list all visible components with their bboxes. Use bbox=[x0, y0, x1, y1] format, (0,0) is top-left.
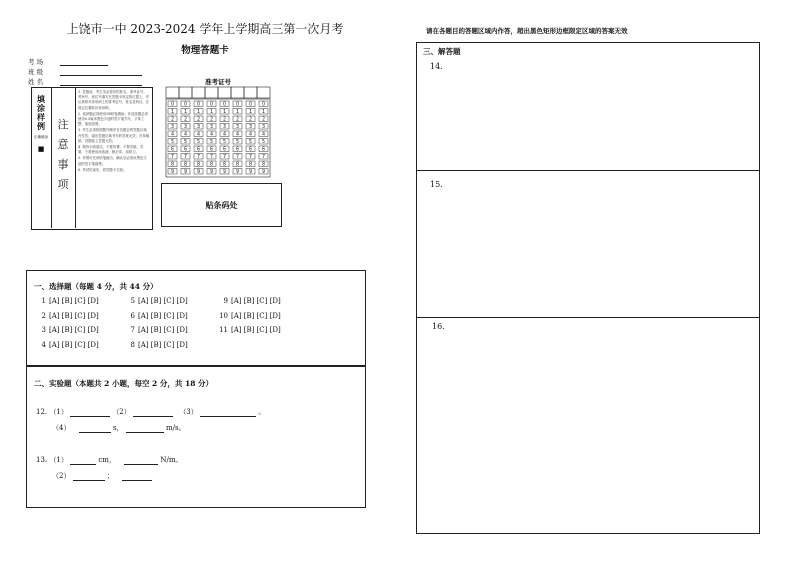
correct-fill-label: 正确填涂 bbox=[34, 135, 48, 139]
digit-label: 2 bbox=[183, 117, 188, 123]
q12-unit-s: s， bbox=[112, 424, 124, 432]
q12-number: 12. bbox=[36, 408, 48, 416]
digit-label: 7 bbox=[209, 155, 214, 161]
digit-label: 6 bbox=[248, 147, 253, 153]
digit-label: 2 bbox=[261, 117, 266, 123]
mcq-question-number: 4 bbox=[41, 340, 46, 349]
free-response-title: 三、解答题 bbox=[423, 47, 461, 56]
digit-label: 1 bbox=[261, 110, 266, 116]
admission-digit-box[interactable] bbox=[231, 87, 244, 98]
mcq-question-row bbox=[34, 341, 99, 356]
digit-label: 8 bbox=[235, 162, 240, 168]
q13-part1-label: （1） bbox=[49, 456, 68, 464]
note-item: 5. 作图可先用铅笔画出，确认后必须用黑色字迹的签字笔描黑。 bbox=[78, 156, 147, 166]
q13-part2-blank-b[interactable] bbox=[122, 473, 152, 481]
q13-unit-nm: N/m。 bbox=[160, 456, 183, 464]
mcq-question-number: 3 bbox=[41, 326, 46, 334]
answer-sheet-title: 物理答题卡 bbox=[181, 45, 229, 56]
vertical-char: 填 bbox=[37, 94, 45, 104]
q12-part1-label: （1） bbox=[49, 408, 68, 416]
q13-line2 bbox=[52, 471, 152, 481]
digit-label: 2 bbox=[170, 117, 175, 123]
q12-part2-label: （2） bbox=[112, 408, 131, 416]
mcq-question-number: 9 bbox=[223, 297, 228, 305]
mcq-question-number: 10 bbox=[219, 311, 228, 320]
q12-part3-blank[interactable] bbox=[200, 409, 256, 417]
mcq-question-row bbox=[123, 297, 188, 312]
digit-label: 9 bbox=[183, 170, 188, 176]
digit-label: 4 bbox=[183, 132, 188, 138]
q12-end: 。 bbox=[258, 408, 266, 416]
notes-title bbox=[51, 115, 75, 195]
digit-label: 8 bbox=[209, 162, 214, 168]
q12-line1 bbox=[36, 407, 265, 417]
digit-label: 7 bbox=[235, 155, 240, 161]
digit-label: 5 bbox=[248, 140, 253, 146]
digit-label: 9 bbox=[170, 170, 175, 176]
note-item: 3. 考生必须按照题号顺序在各题目的答题区域内作答，超出答题区域书写的答案无效；在草稿纸、试题卷上答题无效。 bbox=[78, 128, 150, 143]
digit-label: 3 bbox=[170, 125, 175, 131]
digit-label: 1 bbox=[235, 110, 240, 116]
mcq-options[interactable]: [A] [B] [C] [D] bbox=[138, 326, 188, 334]
digit-label: 6 bbox=[170, 147, 175, 153]
q16-label: 16. bbox=[432, 322, 445, 331]
digit-label: 6 bbox=[196, 147, 201, 153]
digit-label: 3 bbox=[235, 125, 240, 131]
mcq-question-number: 5 bbox=[130, 297, 135, 305]
digit-label: 1 bbox=[183, 110, 188, 116]
digit-label: 6 bbox=[209, 147, 214, 153]
digit-label: 9 bbox=[261, 170, 266, 176]
mcq-options[interactable]: [A] [B] [C] [D] bbox=[231, 326, 281, 334]
digit-label: 8 bbox=[170, 162, 175, 168]
digit-label: 5 bbox=[261, 140, 266, 146]
q12-velocity-blank[interactable] bbox=[126, 425, 164, 433]
digit-label: 9 bbox=[196, 170, 201, 176]
digit-label: 1 bbox=[170, 110, 175, 116]
admission-digit-box[interactable] bbox=[218, 87, 231, 98]
digit-label: 4 bbox=[209, 132, 214, 138]
digit-label: 6 bbox=[222, 147, 227, 153]
note-item: 4. 保持卡面清洁，不要折叠，不要弄破、弄皱，不准使用涂改液、修正带、刮纸刀。 bbox=[78, 145, 144, 155]
barcode-area bbox=[161, 183, 282, 227]
mcq-options[interactable]: [A] [B] [C] [D] bbox=[49, 326, 99, 334]
mcq-question-row bbox=[216, 312, 281, 327]
notes-title-column bbox=[51, 87, 76, 228]
q13-unit-cm: cm， bbox=[98, 456, 116, 464]
mcq-question-row bbox=[34, 312, 99, 327]
digit-label: 2 bbox=[235, 117, 240, 123]
q13-length-blank[interactable] bbox=[70, 457, 96, 465]
mcq-options[interactable]: [A] [B] [C] [D] bbox=[138, 297, 188, 305]
digit-label: 9 bbox=[235, 170, 240, 176]
digit-label: 5 bbox=[222, 140, 227, 146]
exam-room-field[interactable] bbox=[60, 57, 108, 66]
admission-digit-box[interactable] bbox=[166, 87, 179, 98]
mcq-options[interactable]: [A] [B] [C] [D] bbox=[138, 340, 188, 349]
note-item: 2. 选择题必须使用2B铅笔填涂；非选择题必须使用0.5毫米黑色字迹的签字笔书写，字体工整、笔迹清楚。 bbox=[78, 111, 148, 127]
digit-label: 7 bbox=[170, 155, 175, 161]
exam-room-row bbox=[28, 57, 108, 66]
q13-stiffness-blank[interactable] bbox=[124, 457, 158, 465]
digit-label: 6 bbox=[235, 147, 240, 153]
digit-label: 2 bbox=[209, 117, 214, 123]
mcq-question-row bbox=[123, 312, 188, 327]
admission-digit-box[interactable] bbox=[179, 87, 192, 98]
filled-mark-icon: ■ bbox=[37, 145, 45, 153]
digit-label: 3 bbox=[261, 125, 266, 131]
digit-label: 4 bbox=[261, 132, 266, 138]
q12-part2-blank[interactable] bbox=[133, 409, 173, 417]
q15-answer-area[interactable] bbox=[422, 194, 752, 312]
q12-unit-ms: m/s。 bbox=[166, 424, 186, 432]
mcq-column-3 bbox=[216, 297, 281, 341]
bubble-frame bbox=[166, 99, 270, 177]
digit-label: 4 bbox=[196, 132, 201, 138]
digit-label: 7 bbox=[261, 155, 266, 161]
mcq-question-number: 1 bbox=[41, 297, 46, 305]
digit-label: 8 bbox=[183, 162, 188, 168]
mcq-column-1 bbox=[34, 297, 99, 355]
admission-number-title: 准考证号 bbox=[205, 78, 231, 86]
admission-digit-box[interactable] bbox=[192, 87, 205, 98]
exam-room-label: 考 场 bbox=[28, 58, 44, 66]
digit-label: 5 bbox=[235, 140, 240, 146]
digit-label: 8 bbox=[196, 162, 201, 168]
mcq-options[interactable]: [A] [B] [C] [D] bbox=[231, 311, 281, 320]
vertical-char: 事 bbox=[57, 158, 69, 171]
answer-area-notice: 请在各题目的答题区域内作答，超出黑色矩形边框限定区域的答案无效 bbox=[426, 27, 628, 35]
fill-example-column bbox=[31, 87, 52, 228]
digit-label: 5 bbox=[196, 140, 201, 146]
digit-label: 3 bbox=[183, 125, 188, 131]
mcq-question-row bbox=[123, 326, 188, 341]
digit-label: 7 bbox=[196, 155, 201, 161]
mcq-options[interactable]: [A] [B] [C] [D] bbox=[49, 340, 99, 349]
q12-period-blank[interactable] bbox=[79, 425, 111, 433]
mcq-question-row bbox=[216, 297, 281, 312]
digit-label: 1 bbox=[248, 110, 253, 116]
vertical-char: 意 bbox=[57, 138, 69, 151]
digit-label: 3 bbox=[196, 125, 201, 131]
note-item: 1. 答题前，考生务必将你的姓名、准考证号、考场号、座位号填写在答题卡规定的位置上，并认真核对条形码上的准考证号、姓名及科目，在规定位置贴好条形码。 bbox=[78, 90, 150, 110]
mcq-question-row bbox=[34, 297, 99, 312]
mcq-options[interactable]: [A] [B] [C] [D] bbox=[49, 297, 99, 305]
digit-label: 6 bbox=[183, 147, 188, 153]
digit-label: 2 bbox=[196, 117, 201, 123]
digit-label: 8 bbox=[261, 162, 266, 168]
q13-part2-label: （2） bbox=[52, 472, 71, 480]
digit-label: 1 bbox=[196, 110, 201, 116]
digit-label: 0 bbox=[196, 102, 201, 108]
mcq-question-number: 7 bbox=[130, 326, 135, 334]
fill-example-label bbox=[31, 95, 51, 131]
mcq-column-2 bbox=[123, 297, 188, 355]
mcq-question-number: 8 bbox=[130, 340, 135, 349]
q16-answer-area[interactable] bbox=[422, 336, 752, 526]
digit-label: 8 bbox=[222, 162, 227, 168]
barcode-label: 贴条码处 bbox=[205, 199, 238, 210]
digit-label: 4 bbox=[170, 132, 175, 138]
mcq-options[interactable]: [A] [B] [C] [D] bbox=[49, 311, 99, 320]
vertical-char: 样 bbox=[37, 112, 45, 122]
digit-label: 3 bbox=[209, 125, 214, 131]
mcq-question-row bbox=[123, 341, 188, 356]
digit-label: 4 bbox=[235, 132, 240, 138]
admission-digit-box[interactable] bbox=[257, 87, 270, 98]
divider-14-15 bbox=[416, 170, 759, 171]
vertical-char: 例 bbox=[37, 121, 45, 131]
q12-part1-blank[interactable] bbox=[70, 409, 110, 417]
digit-label: 2 bbox=[248, 117, 253, 123]
q14-label: 14. bbox=[430, 62, 443, 71]
digit-label: 0 bbox=[248, 102, 253, 108]
digit-label: 6 bbox=[261, 147, 266, 153]
q13-line1 bbox=[36, 455, 182, 465]
digit-label: 0 bbox=[235, 102, 240, 108]
name-row bbox=[28, 77, 142, 86]
mcq-question-number: 6 bbox=[130, 311, 135, 320]
digit-label: 7 bbox=[248, 155, 253, 161]
digit-label: 9 bbox=[209, 170, 214, 176]
digit-label: 9 bbox=[248, 170, 253, 176]
mcq-options[interactable]: [A] [B] [C] [D] bbox=[138, 311, 188, 320]
digit-label: 0 bbox=[170, 102, 175, 108]
note-item: 6. 考试结束后，将答题卡交回。 bbox=[78, 167, 127, 172]
q12-part3-label: （3） bbox=[179, 408, 198, 416]
mcq-question-row bbox=[216, 326, 281, 341]
divider-15-16 bbox=[416, 317, 759, 318]
q12-line2 bbox=[52, 423, 186, 433]
mcq-question-row bbox=[34, 326, 99, 341]
digit-label: 5 bbox=[183, 140, 188, 146]
digit-label: 0 bbox=[183, 102, 188, 108]
digit-label: 1 bbox=[222, 110, 227, 116]
mcq-question-number: 2 bbox=[41, 311, 46, 320]
vertical-char: 项 bbox=[57, 178, 69, 191]
admission-grid bbox=[165, 86, 275, 178]
q13-part2-blank-a[interactable] bbox=[73, 473, 105, 481]
digit-label: 4 bbox=[248, 132, 253, 138]
mcq-options[interactable]: [A] [B] [C] [D] bbox=[231, 297, 281, 305]
class-label: 班 级 bbox=[28, 68, 44, 76]
digit-label: 3 bbox=[248, 125, 253, 131]
q12-part4-label: （4） bbox=[52, 424, 71, 432]
name-label: 姓 名 bbox=[28, 78, 44, 86]
q14-answer-area[interactable] bbox=[422, 76, 752, 166]
exam-title: 上饶市一中 2023-2024 学年上学期高三第一次月考 bbox=[66, 22, 344, 36]
class-row bbox=[28, 67, 142, 76]
class-field[interactable] bbox=[60, 67, 142, 76]
notes-list bbox=[78, 90, 150, 174]
digit-label: 1 bbox=[209, 110, 214, 116]
vertical-char: 注 bbox=[57, 118, 69, 131]
digit-label: 8 bbox=[248, 162, 253, 168]
digit-label: 3 bbox=[222, 125, 227, 131]
digit-label: 2 bbox=[222, 117, 227, 123]
mcq-title: 一、选择题（每题 4 分，共 44 分） bbox=[34, 282, 158, 291]
digit-label: 0 bbox=[222, 102, 227, 108]
q13-separator: ； bbox=[106, 472, 114, 480]
admission-digit-box[interactable] bbox=[244, 87, 257, 98]
experiment-title: 二、实验题（本题共 2 小题，每空 2 分，共 18 分） bbox=[34, 379, 214, 388]
digit-label: 9 bbox=[222, 170, 227, 176]
vertical-char: 涂 bbox=[37, 103, 45, 113]
digit-label: 7 bbox=[222, 155, 227, 161]
digit-label: 4 bbox=[222, 132, 227, 138]
digit-label: 0 bbox=[261, 102, 266, 108]
name-field[interactable] bbox=[60, 77, 142, 86]
q13-number: 13. bbox=[36, 456, 48, 464]
digit-label: 5 bbox=[209, 140, 214, 146]
digit-label: 5 bbox=[170, 140, 175, 146]
admission-digit-box[interactable] bbox=[205, 87, 218, 98]
digit-label: 0 bbox=[209, 102, 214, 108]
q15-label: 15. bbox=[430, 180, 443, 189]
digit-label: 7 bbox=[183, 155, 188, 161]
mcq-question-number: 11 bbox=[219, 326, 228, 334]
